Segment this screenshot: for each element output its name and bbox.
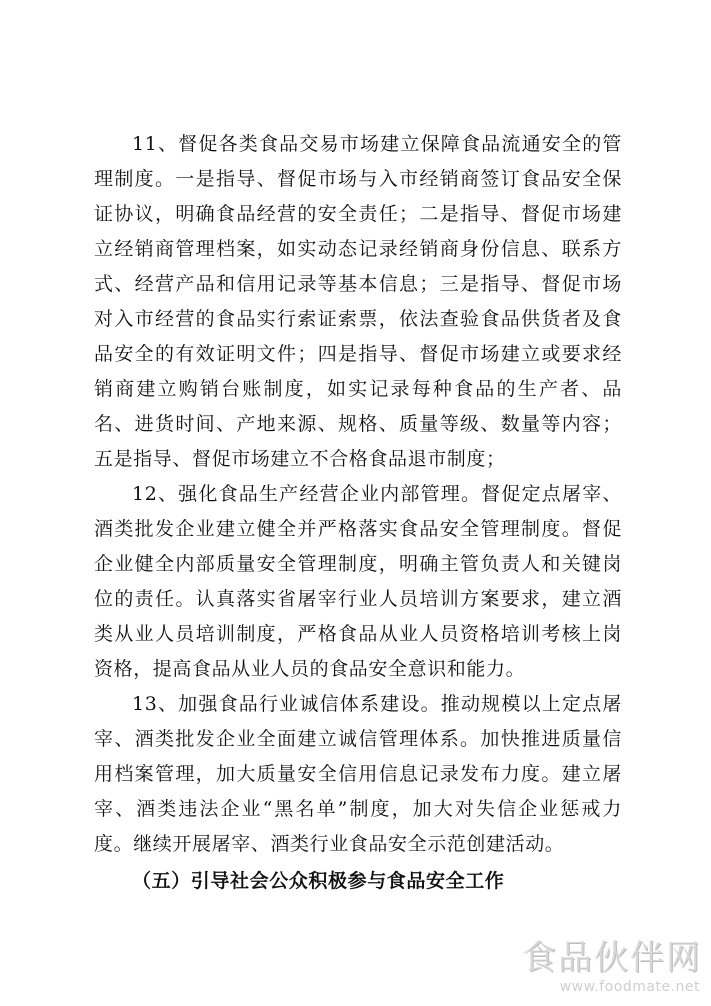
watermark-title: 食品伙伴网: [522, 938, 702, 978]
paragraph-item-11: 11、督促各类食品交易市场建立保障食品流通安全的管理制度。一是指导、督促市场与入市经销商签订食品安全保证协议，明确食品经营的安全责任；二是指导、督促市场建立经销商管理档案，如实动态记录经销商身份信息、联系方式、经营产品和信用记录等基本信息；三是指导、督促市场对入市经营的食品实行索证索票，依法查验食品供货者及食品安全的有效证明文件；四是指导、督促市场建立或要求经销商建立购销台账制度，如实记录每种食品的生产者、品名、进货时间、产地来源、规格、质量等级、数量等内容；五是指导、督促市场建立不合格食品退市制度；: [94, 133, 622, 470]
watermark-url: www.foodmate.net: [559, 979, 700, 995]
watermark: [412, 938, 702, 998]
document-body: [94, 127, 622, 899]
paragraph-item-12: 12、强化食品生产经营企业内部管理。督促定点屠宰、酒类批发企业建立健全并严格落实食品安全管理制度。督促企业健全内部质量安全管理制度，明确主管负责人和关键岗位的责任。认真落实省屠宰行业人员培训方案要求，建立酒类从业人员培训制度，严格食品从业人员资格培训考核上岗资格，提高食品从业人员的食品安全意识和能力。: [94, 483, 622, 680]
section-heading: （五）引导社会公众积极参与食品安全工作: [132, 870, 505, 892]
paragraph-item-13: 13、加强食品行业诚信体系建设。推动规模以上定点屠宰、酒类批发企业全面建立诚信管理体系。加快推进质量信用档案管理，加大质量安全信用信息记录发布力度。建立屠宰、酒类违法企业“黑名单”制度，加大对失信企业惩戒力度。继续开展屠宰、酒类行业食品安全示范创建活动。: [94, 693, 622, 855]
